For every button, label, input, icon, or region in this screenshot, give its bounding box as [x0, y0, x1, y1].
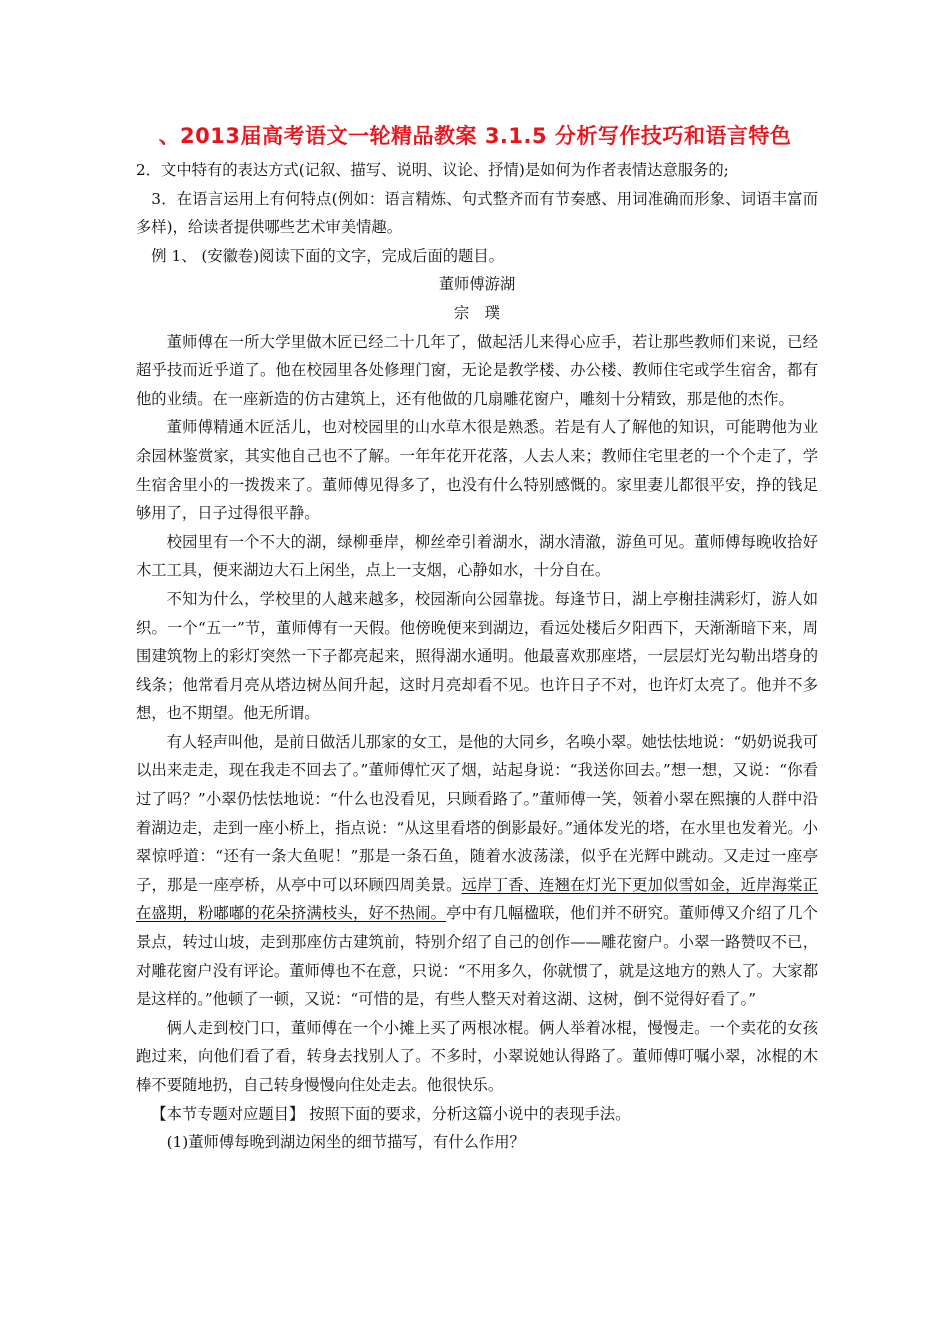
- story-author: 宗 璞: [454, 303, 500, 322]
- task-intro: 【本节专题对应题目】 按照下面的要求，分析这篇小说中的表现手法。: [151, 1104, 631, 1123]
- story-paragraph-6: 俩人走到校门口，董师傅在一个小摊上买了两根冰棍。俩人举着冰棍，慢慢走。一个卖花的女孩跑过来，向他们看了看，转身去找别人了。不多时，小翠说她认得路了。董师傅叮嘱小翠，冰棍的木棒不要随地扔，自己转身慢慢向住处走去。他很快乐。: [136, 1018, 818, 1094]
- question-3-line: 3．在语言运用上有何特点(例如：语言精炼、句式整齐而有节奏感、用词准确而形象、词语丰富而多样)，给读者提供哪些艺术审美情趣。: [136, 189, 818, 237]
- story-paragraph-5-part-a: 有人轻声叫他，是前日做活儿那家的女工，是他的大同乡，名唤小翠。她怯怯地说：“奶奶说我可以出来走走，现在我走不回去了。”董师傅忙灭了烟，站起身说：“我送你回去。”想一想，又说：“你看过了吗？”小翠仍怯怯地说：“什么也没看见，只顾看路了。”董师傅一笑，领着小翠在熙攘的人群中沿着湖边走，走到一座小桥上，指点说：“从这里看塔的倒影最好。”通体发光的塔，在水里也发着光。小翠惊呼道：“还有一条大鱼呢！”那是一条石鱼，随着水波荡漾，似乎在光辉中跳动。又走过一座亭子，那是一座亭桥，从亭中可以环顾四周美景。: [136, 732, 818, 894]
- task-question-1: (1)董师傅每晚到湖边闲坐的细节描写，有什么作用？: [166, 1133, 525, 1152]
- example-line: 例 1、 (安徽卷)阅读下面的文字，完成后面的题目。: [151, 246, 504, 265]
- story-paragraph-5: [136, 728, 818, 1014]
- story-paragraph-2: 董师傅精通木匠活儿，也对校园里的山水草木很是熟悉。若是有人了解他的知识，可能聘他为业余园林鉴赏家，其实他自己也不了解。一年年花开花落，人去人来；教师住宅里老的一个个走了，学生宿舍里小的一拨拨来了。董师傅见得多了，也没有什么特别感慨的。家里妻儿都很平安，挣的钱足够用了，日子过得很平静。: [136, 418, 818, 523]
- question-2-line: 2．文中特有的表达方式(记叙、描写、说明、议论、抒情)是如何为作者表情达意服务的;: [136, 161, 729, 179]
- story-paragraph-4: 不知为什么，学校里的人越来越多，校园渐向公园靠拢。每逢节日，湖上亭榭挂满彩灯，游人如织。一个“五一”节，董师傅有一天假。他傍晚便来到湖边，看远处楼后夕阳西下，天渐渐暗下来，周围建筑物上的彩灯突然一下子都亮起来，照得湖水通明。他最喜欢那座塔，一层层灯光勾勒出塔身的线条；他常看月亮从塔边树丛间升起，这时月亮却看不见。也许日子不对，也许灯太亮了。他并不多想，也不期望。他无所谓。: [136, 589, 818, 723]
- story-paragraph-5-part-b: 亭中有几幅楹联，他们并不研究。董师傅又介绍了几个景点，转过山坡，走到那座仿古建筑前，特别介绍了自己的创作——雕花窗户。小翠一路赞叹不已，对雕花窗户没有评论。董师傅也不在意，只说：“不用多久，你就惯了，就是这地方的熟人了。大家都是这样的。”他顿了一顿，又说：“可惜的是，有些人整天对着这湖、这树，倒不觉得好看了。”: [136, 904, 818, 1009]
- document-body: [136, 156, 818, 1157]
- story-paragraph-1: 董师傅在一所大学里做木匠已经二十几年了，做起活儿来得心应手，若让那些教师们来说，已经超乎技而近乎道了。他在校园里各处修理门窗，无论是教学楼、办公楼、教师住宅或学生宿舍，都有他的业绩。在一座新造的仿古建筑上，还有他做的几扇雕花窗户，雕刻十分精致，那是他的杰作。: [136, 332, 818, 408]
- document-title: 、2013届高考语文一轮精品教案 3.1.5 分析写作技巧和语言特色: [158, 124, 792, 148]
- story-title: 董师傅游湖: [438, 275, 516, 294]
- story-paragraph-3: 校园里有一个不大的湖，绿柳垂岸，柳丝牵引着湖水，湖水清澈，游鱼可见。董师傅每晚收拾好木工工具，便来湖边大石上闲坐，点上一支烟，心静如水，十分自在。: [136, 532, 818, 580]
- underlined-sentence: 远岸丁香、连翘在灯光下更加似雪如金，近岸海棠正在盛期，粉嘟嘟的花朵挤满枝头，好不热闹。: [136, 875, 818, 923]
